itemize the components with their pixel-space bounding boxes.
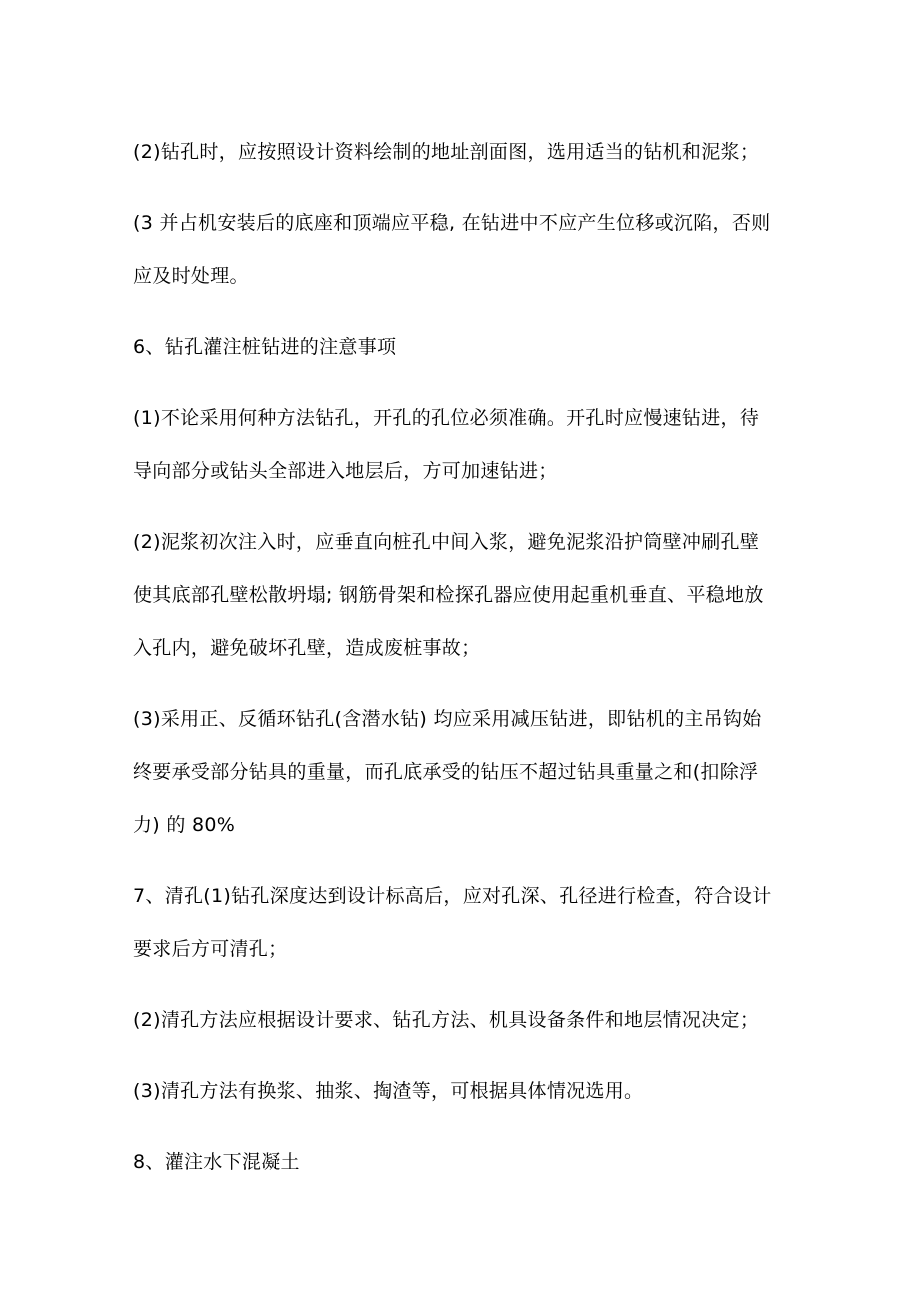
section-heading-hole-cleaning xyxy=(133,870,800,976)
section-heading-underwater-concrete xyxy=(133,1136,800,1189)
paragraph-cleaning-method xyxy=(133,994,800,1047)
paragraph-drilling-profile xyxy=(133,126,800,179)
text-line: (2)清孔方法应根据设计要求、钻孔方法、机具设备条件和地层情况决定； xyxy=(133,1009,760,1031)
text-line: (2)泥浆初次注入时，应垂直向桩孔中间入浆，避免泥浆沿护筒壁冲刷孔壁 xyxy=(133,531,760,553)
text-line: (2)钻孔时，应按照设计资料绘制的地址剖面图，选用适当的钻机和泥浆； xyxy=(133,141,760,163)
text-line: 7、清孔(1)钻孔深度达到设计标高后，应对孔深、孔径进行检查，符合设计 xyxy=(133,885,772,907)
text-line: 8、灌注水下混凝土 xyxy=(133,1151,300,1173)
text-line: 入孔内，避免破坏孔壁，造成废桩事故； xyxy=(133,637,481,659)
paragraph-cleaning-options xyxy=(133,1065,800,1118)
text-line: 要求后方可清孔； xyxy=(133,938,288,960)
text-line: (1)不论采用何种方法钻孔，开孔的孔位必须准确。开孔时应慢速钻进，待 xyxy=(133,407,760,429)
section-heading-drilling-notes xyxy=(133,321,800,374)
text-line: 终要承受部分钻具的重量，而孔底承受的钻压不超过钻具重量之和(扣除浮 xyxy=(133,761,759,783)
paragraph-rig-installation xyxy=(133,197,800,303)
text-line: (3)清孔方法有换浆、抽浆、掏渣等，可根据具体情况选用。 xyxy=(133,1080,644,1102)
text-line: 力) 的 80% xyxy=(133,814,236,836)
text-line: (3 并占机安装后的底座和顶端应平稳, 在钻进中不应产生位移或沉陷，否则 xyxy=(133,212,771,234)
text-line: (3)采用正、反循环钻孔(含潜水钻) 均应采用减压钻进，即钻机的主吊钩始 xyxy=(133,708,762,730)
paragraph-hole-position xyxy=(133,392,800,498)
text-line: 使其底部孔壁松散坍塌; 钢筋骨架和检探孔器应使用起重机垂直、平稳地放 xyxy=(133,584,764,606)
paragraph-pressure-reduction xyxy=(133,693,800,852)
text-line: 导向部分或钻头全部进入地层后，方可加速钻进； xyxy=(133,460,558,482)
paragraph-mud-injection xyxy=(133,516,800,675)
text-line: 应及时处理。 xyxy=(133,265,249,287)
text-line: 6、钻孔灌注桩钻进的注意事项 xyxy=(133,336,397,358)
